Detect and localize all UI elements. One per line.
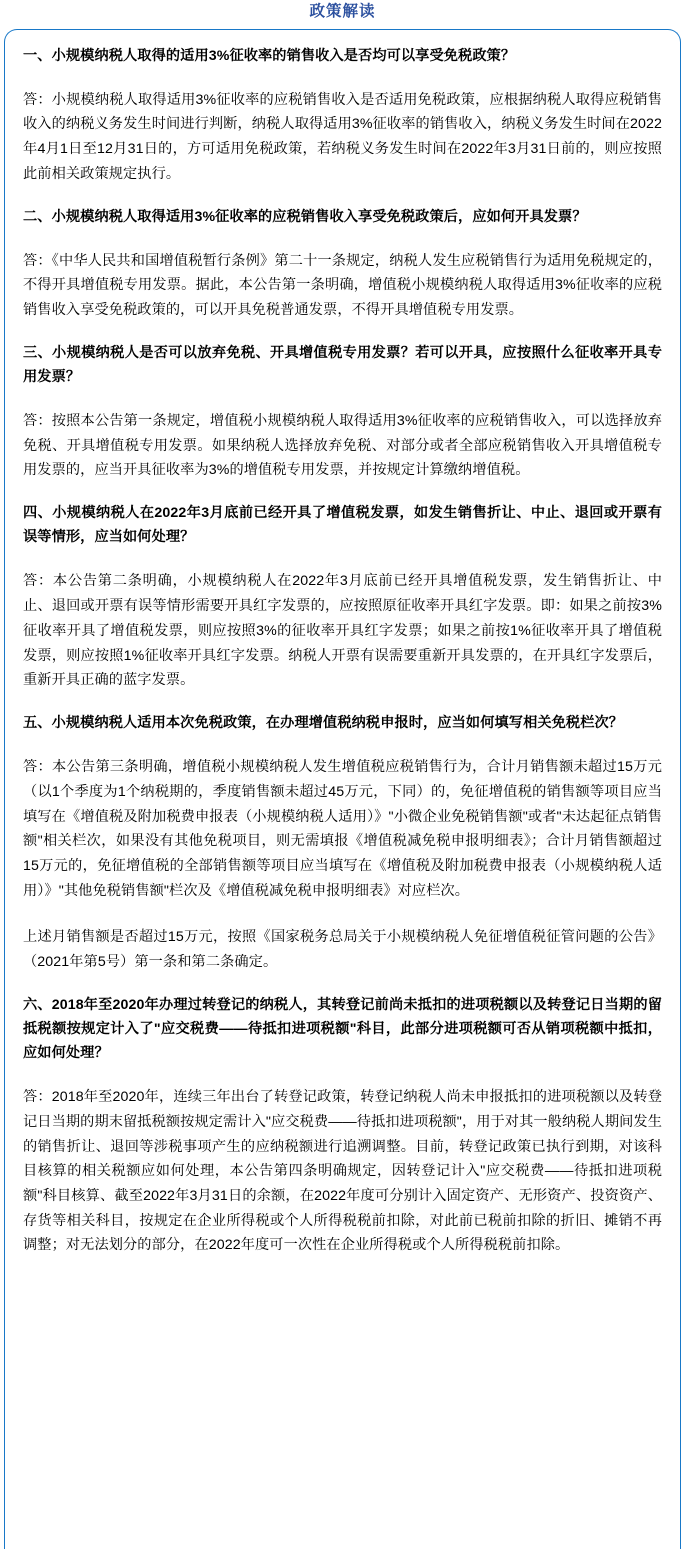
- question-heading-3: 三、小规模纳税人是否可以放弃免税、开具增值税专用发票？若可以开具，应按照什么征收率开具专用发票？: [23, 344, 662, 385]
- page-title: 政策解读: [309, 3, 376, 20]
- qa-section-1: [23, 44, 662, 187]
- qa-section-6: [23, 993, 662, 1258]
- answer-paragraph-5-1: 答：本公告第三条明确，增值税小规模纳税人发生增值税应税销售行为，合计月销售额未超过15万元（以1个季度为1个纳税期的，季度销售额未超过45万元，下同）的，免征增值税的销售额等项目应当填写在《增值税及附加税费申报表（小规模纳税人适用）》"小微企业免税销售额"或者"未达起征点销售额"相关栏次，如果没有其他免税项目，则无需填报《增值税减免税申报明细表》；合计月销售额超过15万元的，免征增值税的全部销售额等项目应当填写在《增值税及附加税费申报表（小规模纳税人适用）》"其他免税销售额"栏次及《增值税减免税申报明细表》对应栏次。: [23, 759, 662, 899]
- answer-paragraph-4-1: 答：本公告第二条明确，小规模纳税人在2022年3月底前已经开具增值税发票，发生销售折让、中止、退回或开票有误等情形需要开具红字发票的，应按照原征收率开具红字发票。即：如果之前按3%征收率开具了增值税发票，则应按照3%的征收率开具红字发票；如果之前按1%征收率开具了增值税发票，则应按照1%征收率开具红字发票。纳税人开票有误需要重新开具发票的，在开具红字发票后，重新开具正确的蓝字发票。: [23, 573, 662, 689]
- answer-paragraph-3-1: 答：按照本公告第一条规定，增值税小规模纳税人取得适用3%征收率的应税销售收入，可以选择放弃免税、开具增值税专用发票。如果纳税人选择放弃免税、对部分或者全部应税销售收入开具增值税专用发票的，应当开具征收率为3%的增值税专用发票，并按规定计算缴纳增值税。: [23, 413, 662, 479]
- qa-section-5: [23, 711, 662, 975]
- answer-paragraph-2-1: 答：《中华人民共和国增值税暂行条例》第二十一条规定，纳税人发生应税销售行为适用免税规定的，不得开具增值税专用发票。据此，本公告第一条明确，增值税小规模纳税人取得适用3%征收率的应税销售收入享受免税政策的，可以开具免税普通发票，不得开具增值税专用发票。: [23, 252, 662, 319]
- question-heading-5: 五、小规模纳税人适用本次免税政策，在办理增值税纳税申报时，应当如何填写相关免税栏次？: [23, 714, 624, 731]
- qa-section-2: [23, 205, 662, 323]
- qa-section-3: [23, 341, 662, 483]
- answer-paragraph-5-2: 上述月销售额是否超过15万元，按照《国家税务总局关于小规模纳税人免征增值税征管问题的公告》（2021年第5号）第一条和第二条确定。: [23, 929, 662, 971]
- answer-paragraph-6-1: 答：2018年至2020年，连续三年出台了转登记政策，转登记纳税人尚未申报抵扣的进项税额以及转登记日当期的期末留抵税额按规定需计入"应交税费——待抵扣进项税额"，用于对其一般纳税人期间发生的销售折让、退回等涉税事项产生的应纳税额进行追溯调整。目前，转登记政策已执行到期，对该科目核算的相关税额应如何处理，本公告第四条明确规定，因转登记计入"应交税费——待抵扣进项税额"科目核算、截至2022年3月31日的余额，在2022年度可分别计入固定资产、无形资产、投资资产、存货等相关科目，按规定在企业所得税或个人所得税税前扣除，对此前已税前扣除的折旧、摊销不再调整；对无法划分的部分，在2022年度可一次性在企业所得税或个人所得税税前扣除。: [23, 1089, 662, 1254]
- question-heading-2: 二、小规模纳税人取得适用3%征收率的应税销售收入享受免税政策后，应如何开具发票？: [23, 208, 587, 225]
- question-heading-1: 一、小规模纳税人取得的适用3%征收率的销售收入是否均可以享受免税政策？: [23, 47, 516, 64]
- answer-paragraph-1-1: 答：小规模纳税人取得适用3%征收率的应税销售收入是否适用免税政策，应根据纳税人取得应税销售收入的纳税义务发生时间进行判断，纳税人取得适用3%征收率的销售收入，纳税义务发生时间在2022年4月1日至12月31日的，方可适用免税政策，若纳税义务发生时间在2022年3月31日前的，则应按照此前相关政策规定执行。: [23, 91, 662, 182]
- qa-section-4: [23, 501, 662, 693]
- policy-content-box: [4, 29, 681, 1549]
- question-heading-4: 四、小规模纳税人在2022年3月底前已经开具了增值税发票，如发生销售折让、中止、退回或开票有误等情形，应当如何处理？: [23, 505, 662, 546]
- question-heading-6: 六、2018年至2020年办理过转登记的纳税人，其转登记前尚未抵扣的进项税额以及转登记日当期的留抵税额按规定计入了"应交税费——待抵扣进项税额"科目，此部分进项税额可否从销项税额中抵扣，应如何处理？: [23, 996, 662, 1062]
